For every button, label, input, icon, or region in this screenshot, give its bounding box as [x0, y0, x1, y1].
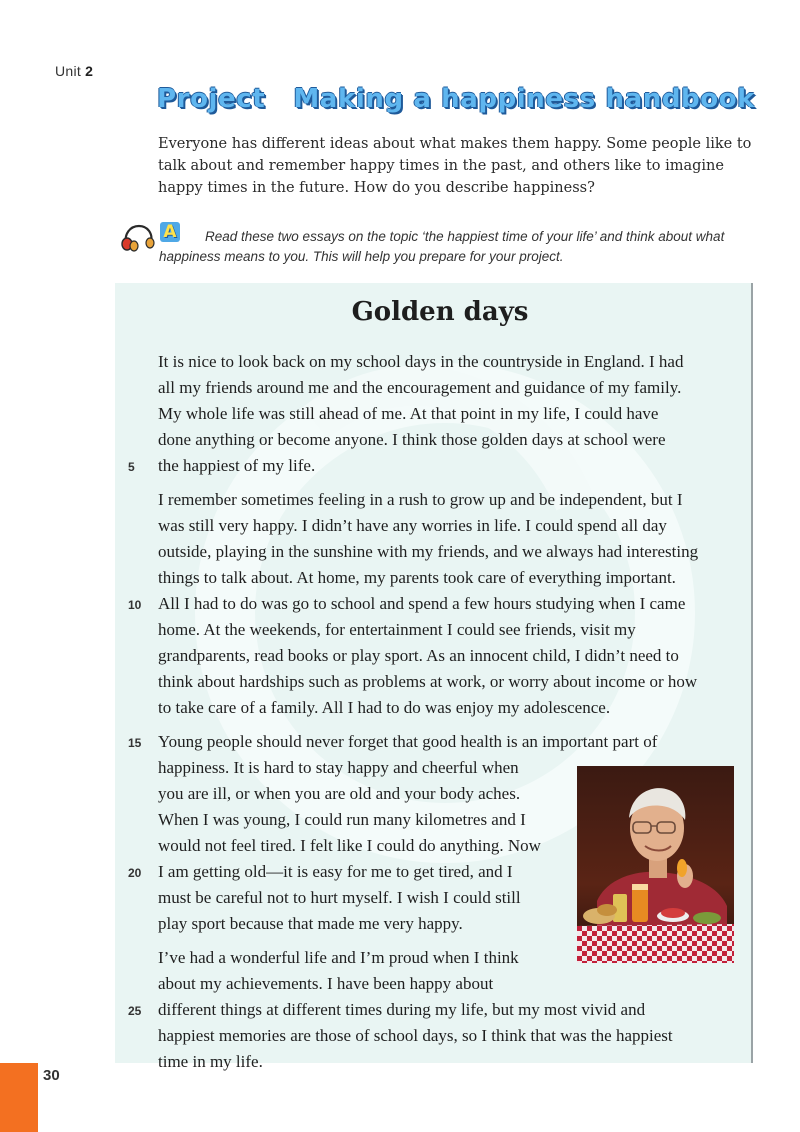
essay-line-text: happiness. It is hard to stay happy and cheerful when: [158, 758, 519, 777]
line-number: 10: [128, 598, 142, 612]
essay-line-text: all my friends around me and the encouragement and guidance of my family.: [158, 378, 682, 397]
essay-line-text: outside, playing in the sunshine with my friends, and we always had interesting: [158, 542, 699, 561]
essay-line-text: done anything or become anyone. I think those golden days at school were: [158, 430, 666, 449]
essay-line-text: My whole life was still ahead of me. At that point in my life, I could have: [158, 404, 659, 423]
project-name: Making a happiness handbook: [293, 84, 756, 114]
essay-line: [158, 565, 738, 591]
unit-label-text: Unit: [55, 63, 82, 79]
essay-line: [158, 513, 738, 539]
essay-line: [158, 375, 738, 401]
essay-line: [158, 427, 738, 453]
essay-line-text: things to talk about. At home, my parents took care of everything important.: [158, 568, 676, 587]
exercise-a-badge: A: [160, 222, 180, 242]
line-number: 15: [128, 736, 142, 750]
essay-line-text: It is nice to look back on my school days in the countryside in England. I had: [158, 352, 684, 371]
essay-line-text: would not feel tired. I felt like I could do anything. Now: [158, 836, 541, 855]
line-number: 25: [128, 1004, 142, 1018]
essay-lines: [128, 349, 738, 1075]
elderly-man-eating-photo: [577, 766, 734, 963]
essay-line-text: must be careful not to hurt myself. I wish I could still: [158, 888, 521, 907]
essay-line-text: I am getting old—it is easy for me to get tired, and I: [158, 862, 513, 881]
unit-number: 2: [85, 63, 94, 79]
essay-line: [158, 669, 738, 695]
essay-line-text: grandparents, read books or play sport. As an innocent child, I didn’t need to: [158, 646, 679, 665]
essay-line: [128, 591, 738, 617]
essay-line-text: happiest memories are those of school days, so I think that was the happiest: [158, 1026, 673, 1045]
essay-line-text: was still very happy. I didn’t have any worries in life. I could spend all day: [158, 516, 667, 535]
essay-line: [158, 539, 738, 565]
essay-line: [128, 997, 738, 1023]
essay-body: [128, 349, 738, 1075]
project-label: Project: [157, 84, 266, 114]
project-title: [157, 84, 755, 114]
essay-line: [128, 453, 738, 479]
essay-line-text: I’ve had a wonderful life and I’m proud when I think: [158, 948, 519, 967]
essay-line: [128, 729, 738, 755]
essay-line: [158, 617, 738, 643]
page-edge-tab: [0, 1063, 38, 1132]
essay-line-text: you are ill, or when you are old and your body aches.: [158, 784, 521, 803]
essay-line: [158, 401, 738, 427]
intro-paragraph: Everyone has different ideas about what makes them happy. Some people like to talk about and remember happy times in the past, and others like to imagine happy times in the future. How do you describe happiness?: [158, 136, 752, 196]
line-number: 5: [128, 460, 135, 474]
essay-line-text: I remember sometimes feeling in a rush to grow up and be independent, but I: [158, 490, 683, 509]
page-number: 30: [43, 1067, 60, 1084]
essay-line-text: to take care of a family. All I had to do was enjoy my adolescence.: [158, 698, 611, 717]
essay-line: [158, 971, 738, 997]
essay-line-text: about my achievements. I have been happy about: [158, 974, 494, 993]
essay-line-text: different things at different times during my life, but my most vivid and: [158, 1000, 646, 1019]
essay-line-text: play sport because that made me very happy.: [158, 914, 463, 933]
essay-line-text: home. At the weekends, for entertainment I could see friends, visit my: [158, 620, 636, 639]
essay-line: [158, 1023, 738, 1049]
essay-line-text: the happiest of my life.: [158, 456, 316, 475]
headphones-icon[interactable]: [120, 222, 158, 252]
essay-line-text: think about hardships such as problems at work, or worry about income or how: [158, 672, 698, 691]
paragraph-gap: [158, 479, 738, 487]
essay-line-text: All I had to do was go to school and spend a few hours studying when I came: [158, 594, 686, 613]
essay-line: [158, 349, 738, 375]
essay-line: [158, 1049, 738, 1075]
line-number: 20: [128, 866, 142, 880]
instruction-text: Read these two essays on the topic ‘the happiest time of your life’ and think about what happiness means to you. This will help you prepare for your project.: [159, 229, 725, 264]
essay-title: Golden days: [351, 297, 529, 327]
unit-label: [55, 63, 93, 79]
essay-line: [158, 487, 738, 513]
essay-line: [158, 695, 738, 721]
essay-line-text: time in my life.: [158, 1052, 263, 1071]
essay-line-text: Young people should never forget that good health is an important part of: [158, 732, 658, 751]
essay-line: [158, 643, 738, 669]
paragraph-gap: [158, 721, 738, 729]
essay-line-text: When I was young, I could run many kilometres and I: [158, 810, 526, 829]
